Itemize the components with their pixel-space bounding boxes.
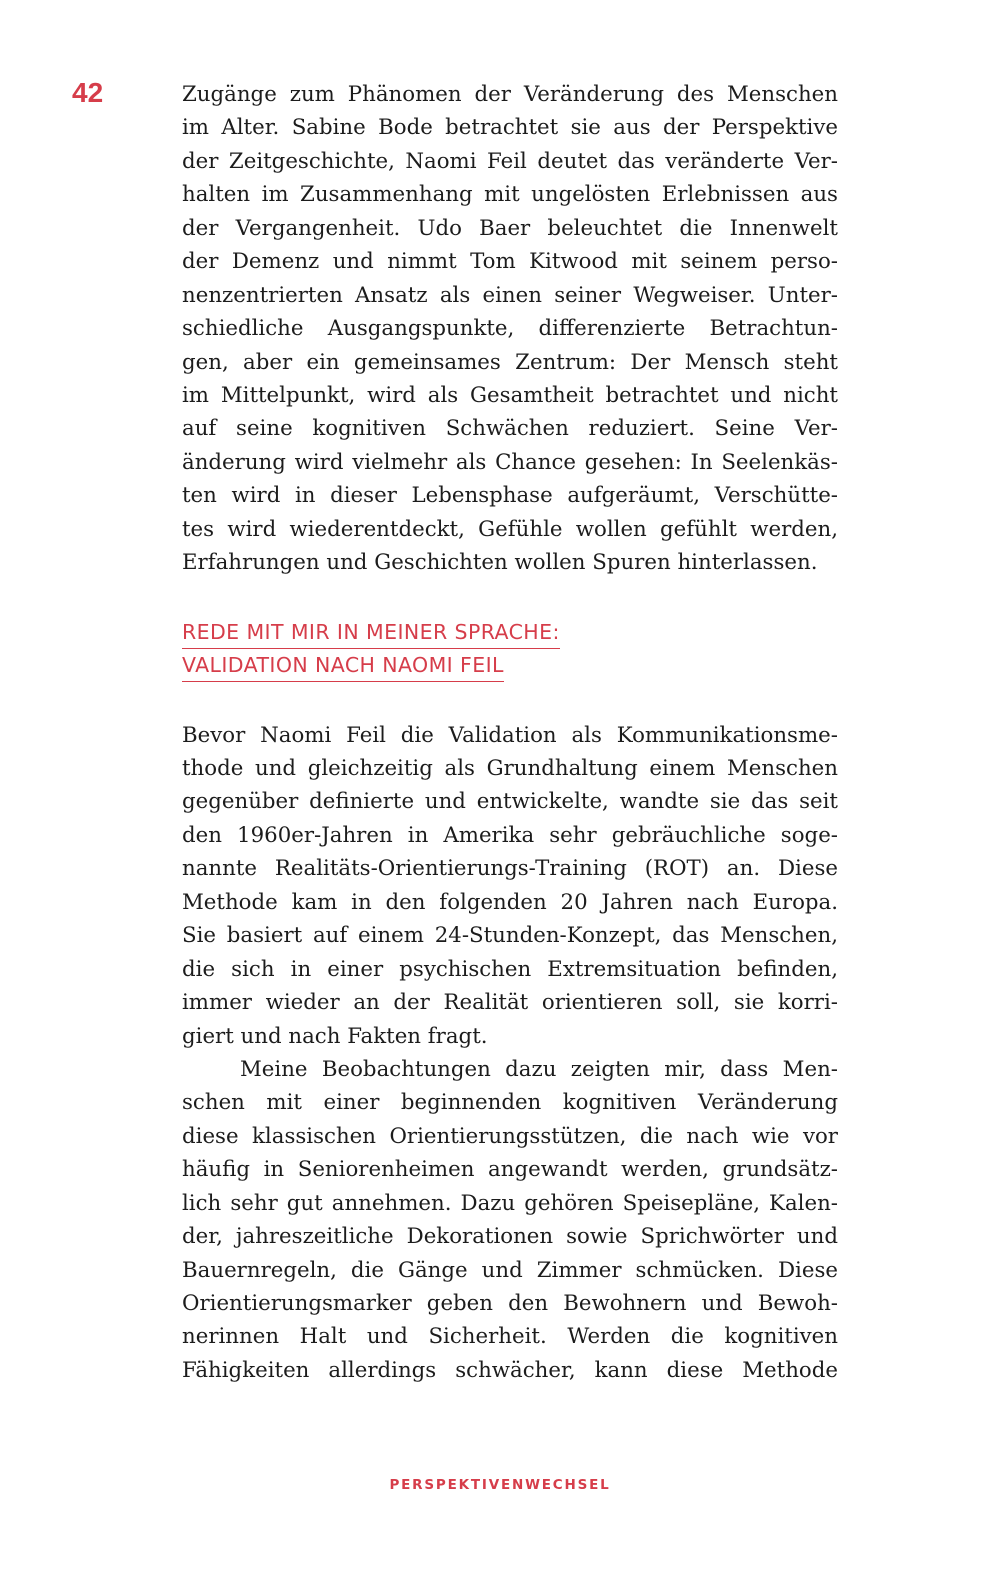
text-line: Bevor Naomi Feil die Validation als Kommunikationsme- (182, 722, 838, 748)
section-heading (182, 616, 838, 683)
text-line: schiedliche Ausgangspunkte, differenzierte Betrachtun- (182, 316, 838, 342)
text-line: der Demenz und nimmt Tom Kitwood mit seinem perso- (182, 249, 838, 275)
text-line: der Vergangenheit. Udo Baer beleuchtet die Innenwelt (182, 215, 838, 241)
section-heading-line: REDE MIT MIR IN MEINER SPRACHE: (182, 617, 560, 649)
text-line: Fähigkeiten allerdings schwächer, kann diese Methode (182, 1357, 838, 1383)
text-line: Orientierungsmarker geben den Bewohnern und Bewoh- (182, 1291, 838, 1316)
text-line: Sie basiert auf einem 24-Stunden-Konzept, das Menschen, (182, 923, 838, 949)
text-line: nerinnen Halt und Sicherheit. Werden die kognitiven (182, 1324, 838, 1350)
text-line: gen, aber ein gemeinsames Zentrum: Der Mensch steht (182, 349, 838, 375)
paragraph-1 (182, 78, 838, 580)
text-line: im Mittelpunkt, wird als Gesamtheit betrachtet und nicht (182, 382, 838, 408)
text-line: auf seine kognitiven Schwächen reduziert. Seine Ver- (182, 416, 838, 442)
paragraph-3 (182, 1053, 838, 1387)
text-line: Erfahrungen und Geschichten wollen Spuren hinterlassen. (182, 550, 818, 576)
text-line: Bauernregeln, die Gänge und Zimmer schmücken. Diese (182, 1257, 838, 1283)
text-line: im Alter. Sabine Bode betrachtet sie aus der Perspektive (182, 115, 838, 141)
paragraph-2 (182, 719, 838, 1053)
text-line: thode und gleichzeitig als Grundhaltung einem Menschen (182, 756, 838, 781)
text-line: Zugänge zum Phänomen der Veränderung des Menschen (182, 82, 838, 107)
page-number: 42 (72, 77, 104, 108)
text-line: nannte Realitäts-Orientierungs-Training (ROT) an. Diese (182, 856, 838, 882)
text-line: schen mit einer beginnenden kognitiven Veränderung (182, 1090, 838, 1116)
text-line: der Zeitgeschichte, Naomi Feil deutet das veränderte Ver- (182, 148, 838, 174)
text-line: immer wieder an der Realität orientieren soll, sie korri- (182, 990, 838, 1016)
page-content (182, 78, 838, 1387)
section-heading-line: VALIDATION NACH NAOMI FEIL (182, 650, 504, 682)
text-line: ten wird in dieser Lebensphase aufgeräumt, Verschütte- (182, 483, 838, 509)
text-line: halten im Zusammenhang mit ungelösten Erlebnissen aus (182, 182, 838, 208)
text-line: nenzentrierten Ansatz als einen seiner Wegweiser. Unter- (182, 282, 838, 308)
text-line: der, jahreszeitliche Dekorationen sowie Sprichwörter und (182, 1224, 838, 1250)
text-line: giert und nach Fakten fragt. (182, 1023, 488, 1049)
text-line: den 1960er-Jahren in Amerika sehr gebräuchliche soge- (182, 822, 838, 848)
text-line: diese klassischen Orientierungsstützen, die nach wie vor (182, 1123, 838, 1149)
text-line: Meine Beobachtungen dazu zeigten mir, dass Men- (240, 1056, 838, 1082)
text-line: lich sehr gut annehmen. Dazu gehören Speisepläne, Kalen- (182, 1190, 838, 1216)
running-footer: PERSPEKTIVENWECHSEL (389, 1477, 611, 1493)
text-line: änderung wird vielmehr als Chance gesehen: In Seelenkäs- (182, 449, 838, 475)
text-line: die sich in einer psychischen Extremsituation befinden, (182, 956, 838, 982)
text-line: Methode kam in den folgenden 20 Jahren nach Europa. (182, 889, 838, 915)
text-line: gegenüber definierte und entwickelte, wandte sie das seit (182, 789, 838, 815)
text-line: tes wird wiederentdeckt, Gefühle wollen gefühlt werden, (182, 516, 838, 542)
text-line: häufig in Seniorenheimen angewandt werden, grundsätz- (182, 1157, 838, 1183)
